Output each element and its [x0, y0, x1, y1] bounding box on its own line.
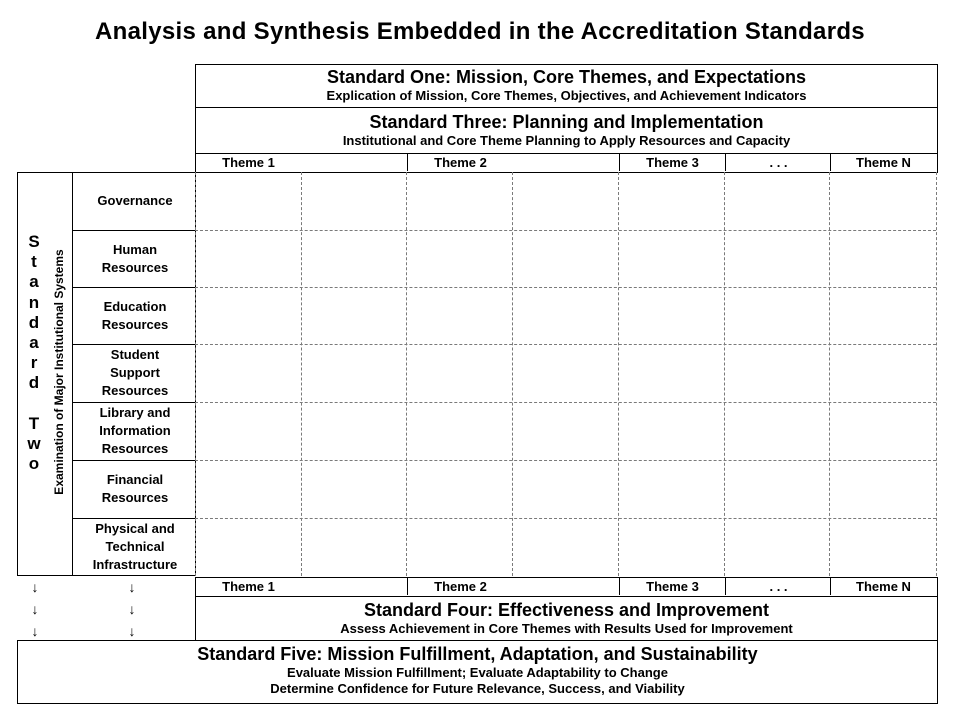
- analysis-matrix: [195, 172, 938, 576]
- grid-line: [195, 460, 936, 461]
- down-arrow-icon: ↓: [128, 623, 136, 639]
- standard-three-heading: Standard Three: Planning and Implementation: [369, 112, 764, 132]
- system-separator: [73, 518, 196, 519]
- grid-line: [512, 172, 513, 576]
- theme-header: Theme N: [830, 154, 936, 171]
- system-separator: [73, 460, 196, 461]
- system-physical-technical-infrastructure: Physical and Technical Infrastructure: [92, 521, 178, 572]
- system-education-resources: Education Resources: [101, 298, 169, 332]
- grid-line: [195, 402, 936, 403]
- system-separator: [73, 344, 196, 345]
- standard-one-box: [195, 64, 938, 108]
- system-governance: Governance: [97, 193, 173, 208]
- grid-line: [195, 518, 936, 519]
- theme-header: Theme 1: [222, 155, 275, 170]
- system-financial-resources: Financial Resources: [101, 472, 169, 505]
- system-separator: [73, 402, 196, 403]
- theme-header: Theme 2: [407, 154, 513, 171]
- standard-four-heading: Standard Four: Effectiveness and Improvement: [363, 600, 770, 620]
- grid-line: [301, 172, 302, 576]
- system-library-information-resources: Library and Information Resources: [99, 405, 171, 456]
- system-separator: [73, 287, 196, 288]
- standard-five-heading: Standard Five: Mission Fulfillment, Adaptation, and Sustainability: [197, 644, 758, 664]
- system-human-resources: Human Resources: [101, 241, 169, 275]
- grid-line: [829, 172, 830, 576]
- grid-line: [195, 230, 936, 231]
- down-arrow-icon: ↓: [31, 623, 39, 639]
- standard-four-subheading: Assess Achievement in Core Themes with Results Used for Improvement: [340, 621, 793, 636]
- grid-line: [195, 172, 196, 576]
- standard-three-box: [195, 107, 938, 154]
- standard-one-heading: Standard One: Mission, Core Themes, and Expectations: [326, 67, 807, 87]
- theme-footer: Theme 1: [222, 579, 275, 594]
- theme-footer: Theme 2: [407, 578, 513, 595]
- theme-row-bottom: [195, 577, 938, 597]
- system-separator: [73, 230, 196, 231]
- grid-line: [618, 172, 619, 576]
- standard-one-subheading: Explication of Mission, Core Themes, Objectives, and Achievement Indicators: [326, 88, 807, 103]
- theme-header: Theme 3: [619, 154, 725, 171]
- theme-header-ellipsis: . . .: [725, 154, 831, 171]
- standard-five-box: [17, 640, 938, 704]
- system-student-support-resources: Student Support Resources: [101, 347, 169, 398]
- theme-row-top: [195, 153, 938, 173]
- standard-three-subheading: Institutional and Core Theme Planning to Apply Resources and Capacity: [342, 133, 791, 148]
- down-arrow-icon: ↓: [128, 601, 136, 617]
- page-title: Analysis and Synthesis Embedded in the Accreditation Standards: [95, 18, 865, 45]
- grid-line: [936, 172, 937, 576]
- down-arrow-icon: ↓: [31, 579, 39, 595]
- theme-footer: Theme 3: [619, 578, 725, 595]
- down-arrow-icon: ↓: [31, 601, 39, 617]
- grid-line: [195, 287, 936, 288]
- theme-footer-ellipsis: . . .: [725, 578, 831, 595]
- standard-two-divider: [72, 172, 73, 576]
- standard-two-vertical-label: Examination of Major Institutional Systems: [52, 249, 66, 495]
- standard-four-box: [195, 596, 938, 641]
- theme-footer: Theme N: [830, 578, 936, 595]
- standard-five-line2: Determine Confidence for Future Relevance, Success, and Viability: [270, 681, 685, 696]
- grid-line: [406, 172, 407, 576]
- down-arrow-icon: ↓: [128, 579, 136, 595]
- grid-line: [724, 172, 725, 576]
- grid-line: [195, 344, 936, 345]
- standard-two-label: S t a n d a r d T w o: [27, 232, 41, 474]
- standard-five-line1: Evaluate Mission Fulfillment; Evaluate Adaptability to Change: [287, 665, 668, 680]
